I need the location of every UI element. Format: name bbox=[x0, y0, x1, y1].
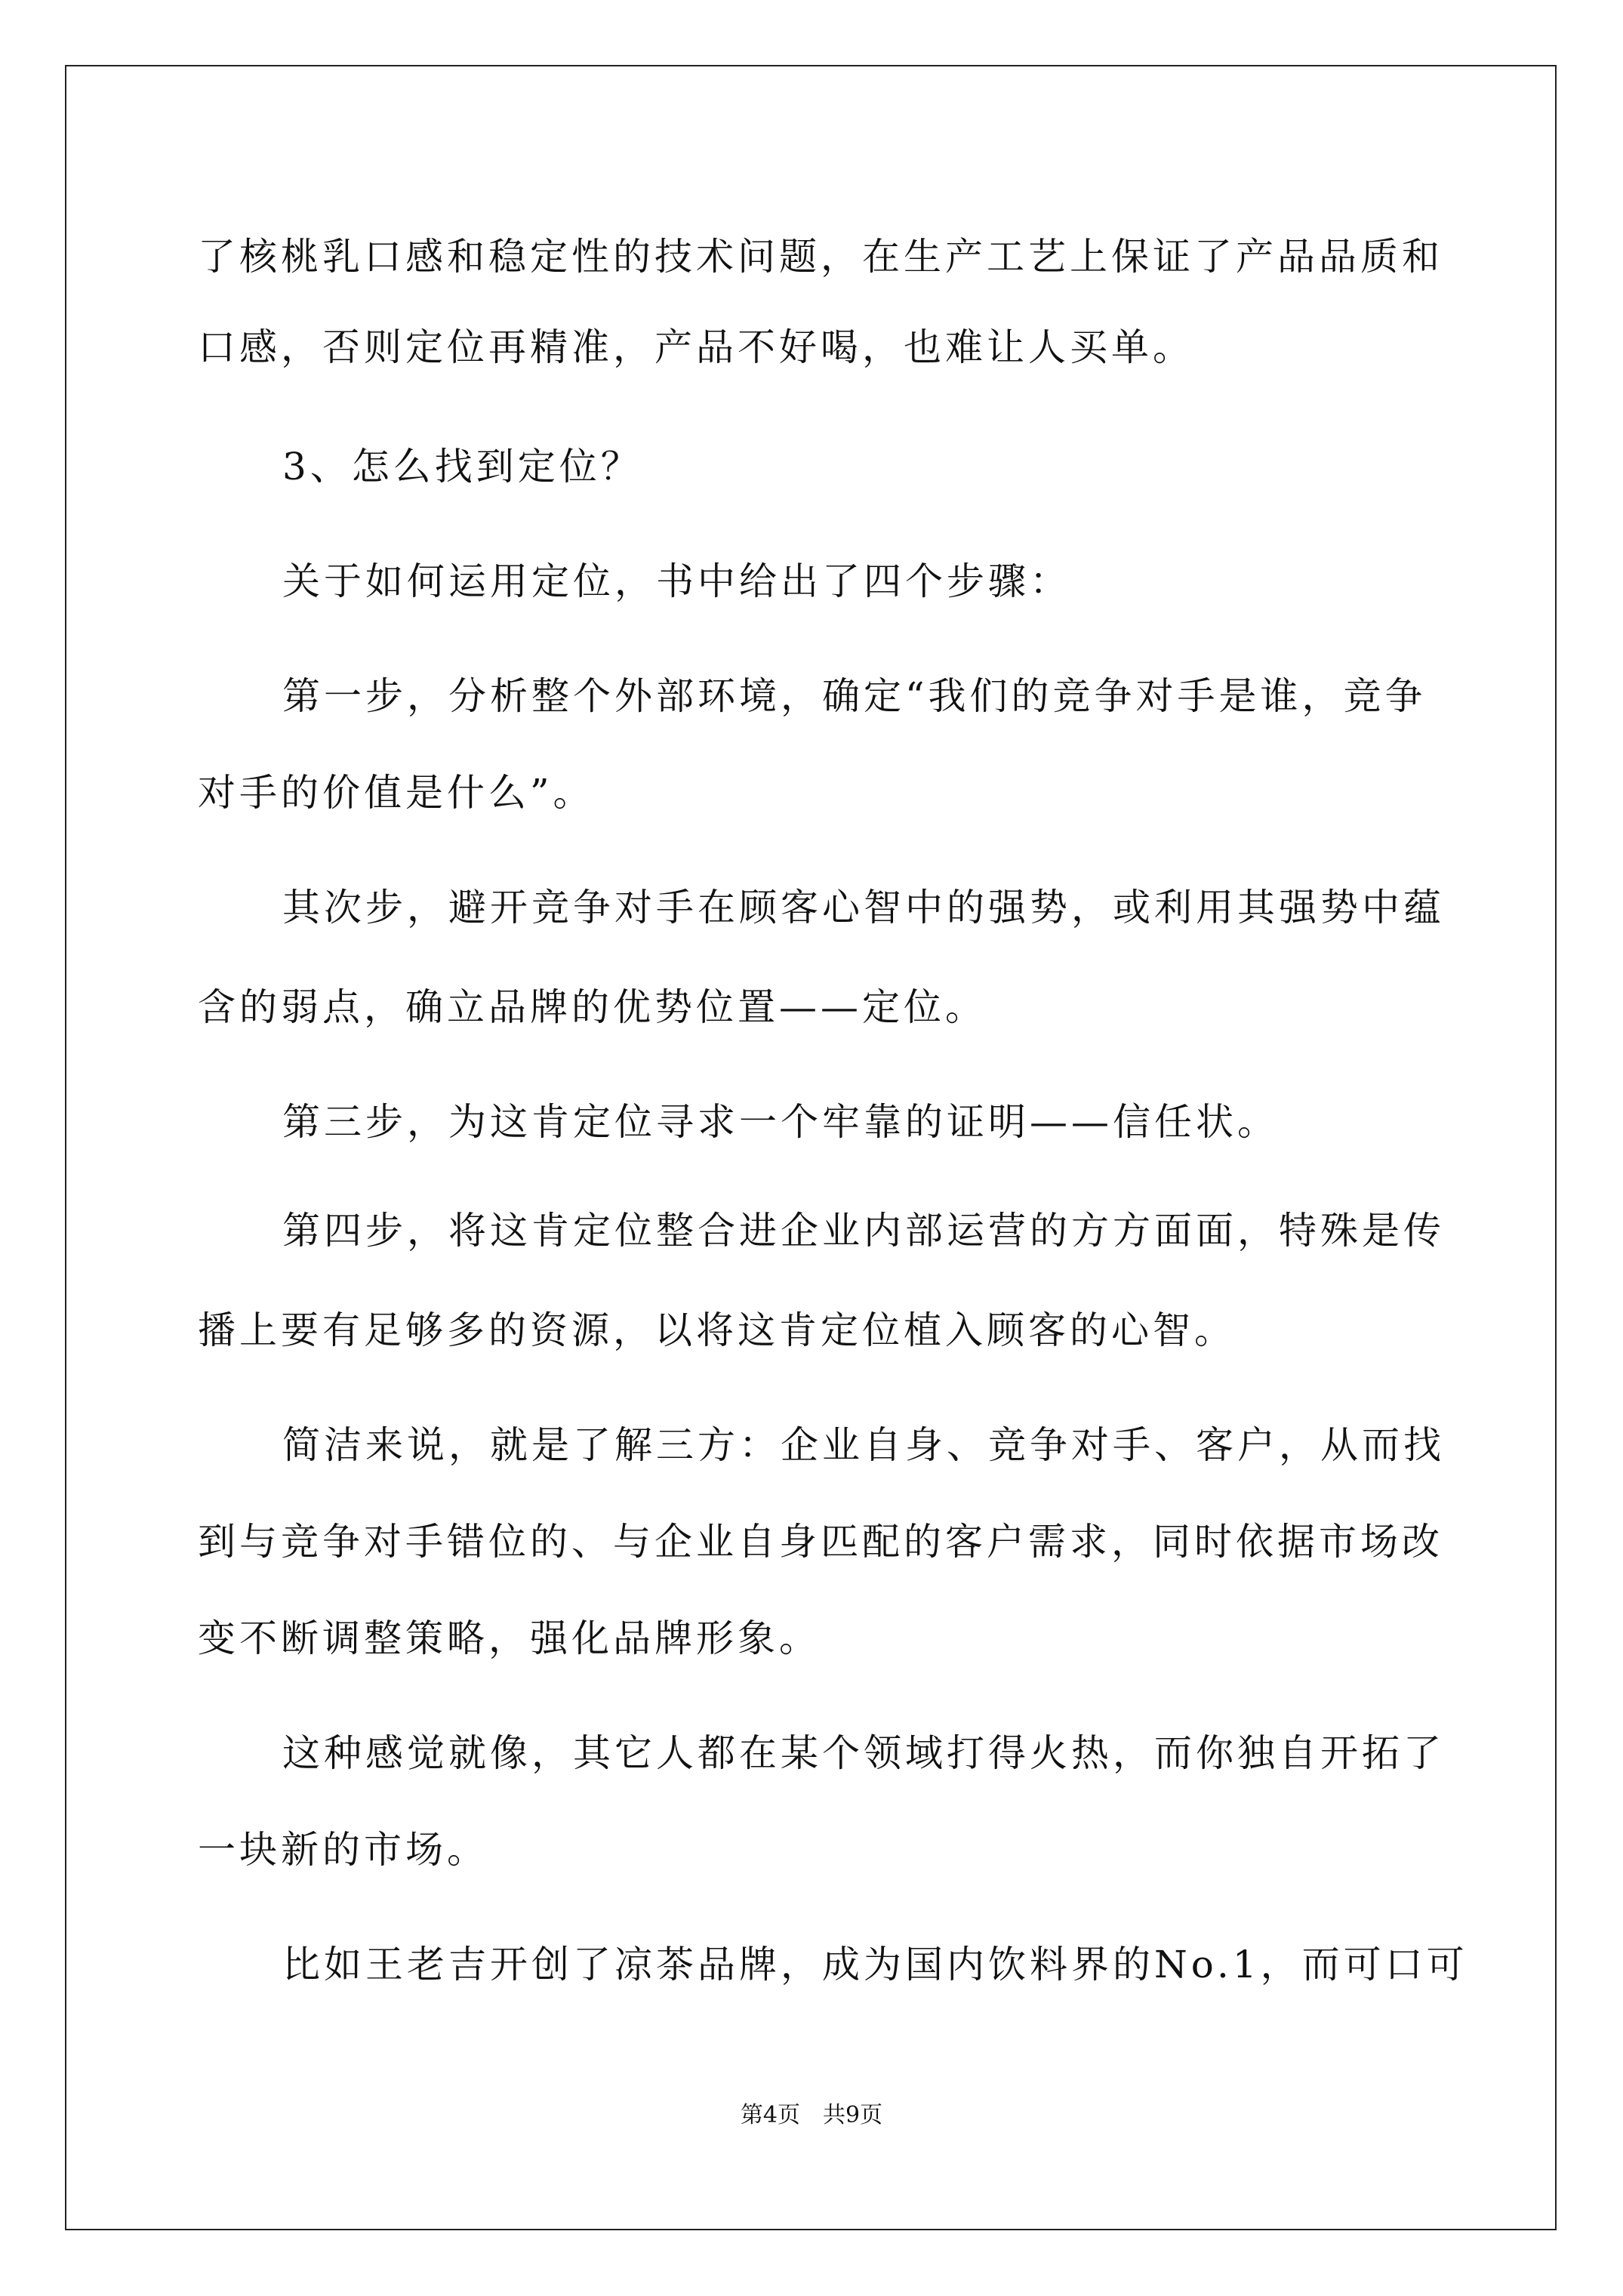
text-line: 含的弱点，确立品牌的优势位置——定位。 bbox=[198, 985, 987, 1029]
text-line: 口感，否则定位再精准，产品不好喝，也难让人买单。 bbox=[198, 325, 1194, 369]
text-line: 第四步，将这肯定位整合进企业内部运营的方方面面，特殊是传 bbox=[282, 1209, 1445, 1253]
text-line: 播上要有足够多的资源，以将这肯定位植入顾客的心智。 bbox=[198, 1308, 1236, 1352]
page-number-footer: 第4页 共9页 bbox=[740, 2102, 883, 2128]
text-line: 一块新的市场。 bbox=[198, 1828, 488, 1872]
text-line: 简洁来说，就是了解三方：企业自身、竞争对手、客户，从而找 bbox=[282, 1423, 1445, 1467]
text-line: 这种感觉就像，其它人都在某个领域打得火热，而你独自开拓了 bbox=[282, 1731, 1445, 1775]
text-line: 对手的价值是什么”。 bbox=[198, 771, 595, 815]
section-heading: 3、怎么找到定位？ bbox=[282, 445, 642, 488]
text-line: 到与竞争对手错位的、与企业自身匹配的客户需求，同时依据市场改 bbox=[198, 1520, 1443, 1564]
text-line: 第三步，为这肯定位寻求一个牢靠的证明——信任状。 bbox=[282, 1100, 1279, 1144]
text-line: 第一步，分析整个外部环境，确定“我们的竞争对手是谁，竞争 bbox=[282, 674, 1427, 718]
text-line: 比如王老吉开创了凉茶品牌，成为国内饮料界的No.1，而可口可 bbox=[282, 1943, 1468, 1986]
text-line: 其次步，避开竞争对手在顾客心智中的强势，或利用其强势中蕴 bbox=[282, 886, 1445, 929]
text-line: 了核桃乳口感和稳定性的技术问题，在生产工艺上保证了产品品质和 bbox=[198, 235, 1443, 279]
page-border bbox=[65, 65, 1557, 2230]
text-line: 关于如何运用定位，书中给出了四个步骤： bbox=[282, 559, 1071, 603]
text-line: 变不断调整策略，强化品牌形象。 bbox=[198, 1616, 821, 1660]
